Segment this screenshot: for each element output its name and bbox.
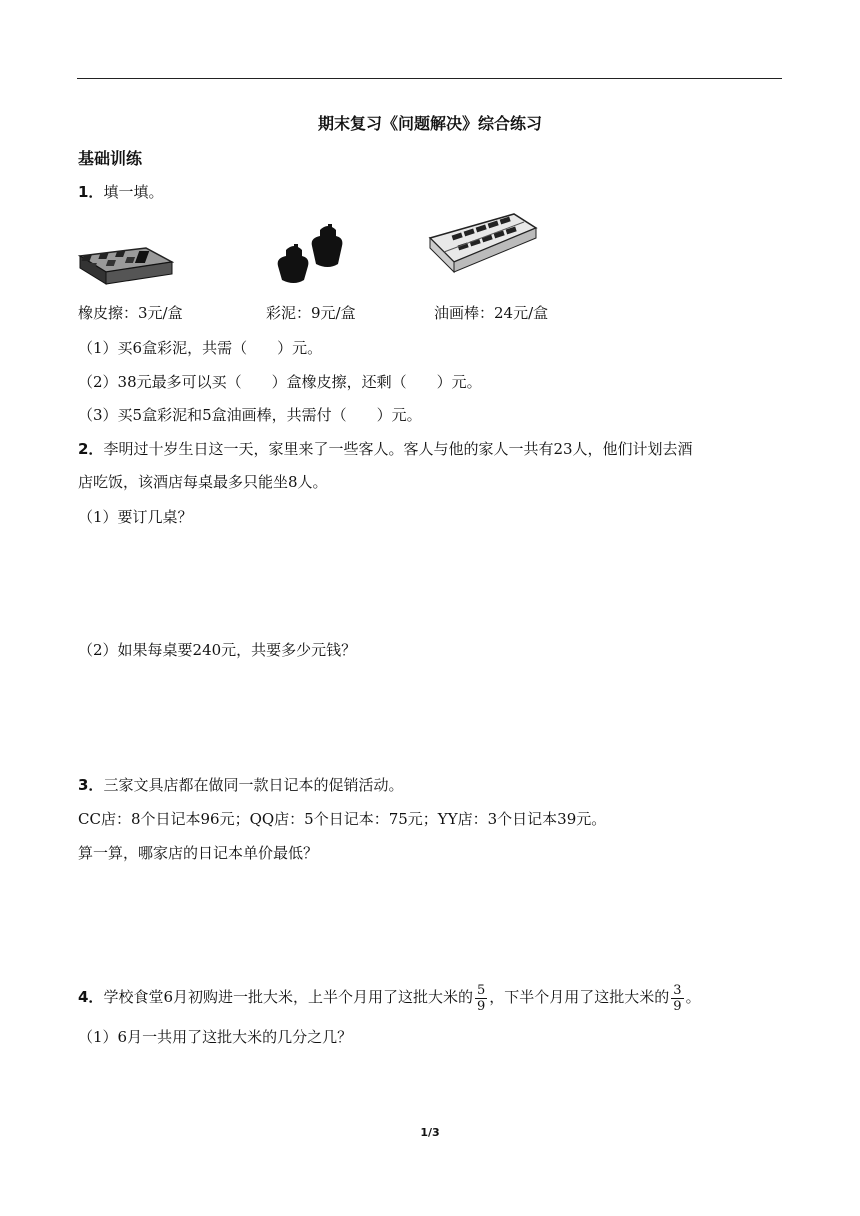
question-4: 4．学校食堂6月初购进一批大米，上半个月用了这批大米的 $\frac{5}{9}$ ，下半个月用了这批大米的 $\frac{3}{9}$ 。: [78, 982, 701, 1014]
page-title: 期末复习《问题解决》综合练习: [317, 114, 542, 133]
oil-pastel-icon: [424, 208, 540, 278]
question-number: 3．: [78, 776, 104, 794]
q1-sub-1: （1）买6盒彩泥，共需（ ）元。: [78, 339, 323, 357]
q2-sub-1: （1）要订几桌？: [78, 508, 193, 526]
question-text: 学校食堂6月初购进一批大米，上半个月用了这批大米的: [103, 988, 473, 1006]
question-2: [78, 439, 693, 459]
question-3: [78, 775, 403, 795]
question-text: 李明过十岁生日这一天，家里来了一些客人。客人与他的家人一共有23人，他们计划去酒: [103, 440, 693, 458]
header-rule: [77, 78, 782, 79]
question-3-line-2: CC店：8个日记本96元；QQ店：5个日记本：75元；YY店：3个日记本39元。: [78, 810, 607, 828]
q4-sub-1: （1）6月一共用了这批大米的几分之几？: [78, 1028, 353, 1046]
fraction-3-9: $\frac{3}{9}$: [673, 982, 682, 1014]
question-text: 三家文具店都在做同一款日记本的促销活动。: [103, 776, 404, 794]
question-number: 4．: [78, 988, 104, 1006]
q1-sub-3: （3）买5盒彩泥和5盒油画棒，共需付（ ）元。: [78, 406, 422, 424]
question-1: [78, 182, 163, 202]
eraser-box-icon: [76, 238, 174, 290]
section-heading: 基础训练: [78, 149, 143, 168]
item-oil-pastel-label: 油画棒：24元/盒: [434, 304, 549, 322]
q2-sub-2: （2）如果每桌要240元，共要多少元钱？: [78, 641, 357, 659]
q1-sub-2: （2）38元最多可以买（ ）盒橡皮擦，还剩（ ）元。: [78, 373, 482, 391]
question-text: 填一填。: [103, 183, 164, 201]
item-clay-label: 彩泥：9元/盒: [266, 304, 356, 322]
question-number: 2．: [78, 440, 104, 458]
fraction-5-9: $\frac{5}{9}$: [476, 982, 486, 1014]
question-2-continued: 店吃饭，该酒店每桌最多只能坐8人。: [78, 473, 328, 491]
page-number: 1/3: [420, 1126, 440, 1139]
question-number: 1．: [78, 183, 104, 201]
question-3-line-3: 算一算，哪家店的日记本单价最低？: [78, 844, 319, 862]
item-eraser-label: 橡皮擦：3元/盒: [78, 304, 183, 322]
clay-icon: [276, 222, 354, 284]
